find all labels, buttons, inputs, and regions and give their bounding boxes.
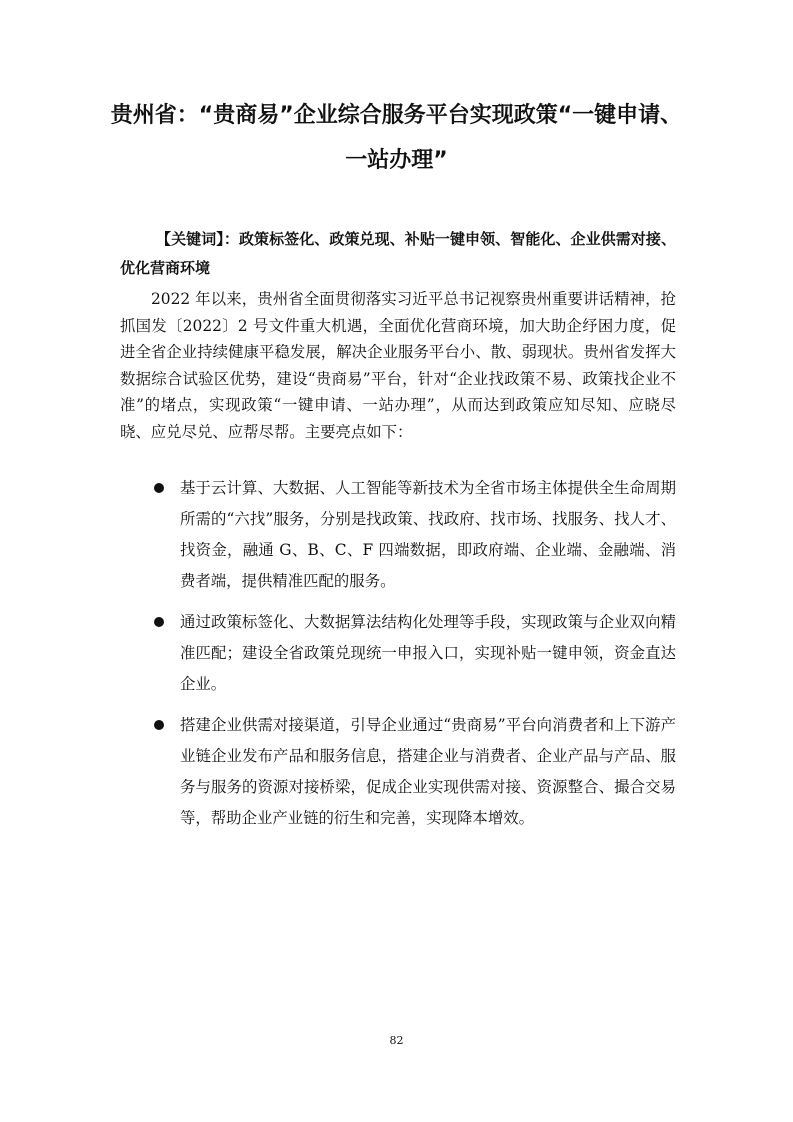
bullet-dot-icon — [154, 617, 164, 627]
highlight-item-1 — [120, 473, 676, 597]
highlight-text-3: 搭建企业供需对接渠道，引导企业通过“贵商易”平台向消费者和上下游产业链企业发布产品和服务信息，搭建企业与消费者、企业产品与产品、服务与服务的资源对接桥梁，促成企业实现供需对接、资源整合、撮合交易等，帮助企业产业链的衍生和完善，实现降本增效。 — [180, 716, 676, 827]
intro-paragraph: 2022 年以来，贵州省全面贯彻落实习近平总书记视察贵州重要讲话精神，抢抓国发〔2022〕2 号文件重大机遇，全面优化营商环境，加大助企纾困力度，促进全省企业持续健康平稳发展，解决企业服务平台小、散、弱现状。贵州省发挥大数据综合试验区优势，建设“贵商易”平台，针对“企业找政策不易、政策找企业不准”的堵点，实现政策“一键申请、一站办理”，从而达到政策应知尽知、应晓尽晓、应兑尽兑、应帮尽帮。主要亮点如下： — [120, 290, 676, 441]
highlight-text-2: 通过政策标签化、大数据算法结构化处理等手段，实现政策与企业双向精准匹配；建设全省政策兑现统一申报入口，实现补贴一键申领，资金直达企业。 — [180, 613, 676, 693]
page-number: 82 — [389, 1034, 404, 1047]
highlight-item-3 — [120, 710, 676, 834]
highlight-item-2 — [120, 607, 676, 700]
document-title-line-1: 贵州省：“贵商易”企业综合服务平台实现政策“一键申请、 — [110, 103, 683, 128]
keywords-paragraph: 【关键词】：政策标签化、政策兑现、补贴一键申领、智能化、企业供需对接、优化营商环境 — [120, 230, 676, 277]
bullet-dot-icon — [154, 720, 164, 730]
highlight-text-1: 基于云计算、大数据、人工智能等新技术为全省市场主体提供全生命周期所需的“六找”服务，分别是找政策、找政府、找市场、找服务、找人才、找资金，融通 G、B、C、F 四端数据，即政府端、企业端、金融端、消费者端，提供精准匹配的服务。 — [180, 479, 676, 590]
highlights-list — [120, 473, 676, 844]
bullet-dot-icon — [154, 483, 164, 493]
document-title-line-2: 一站办理” — [345, 148, 448, 173]
